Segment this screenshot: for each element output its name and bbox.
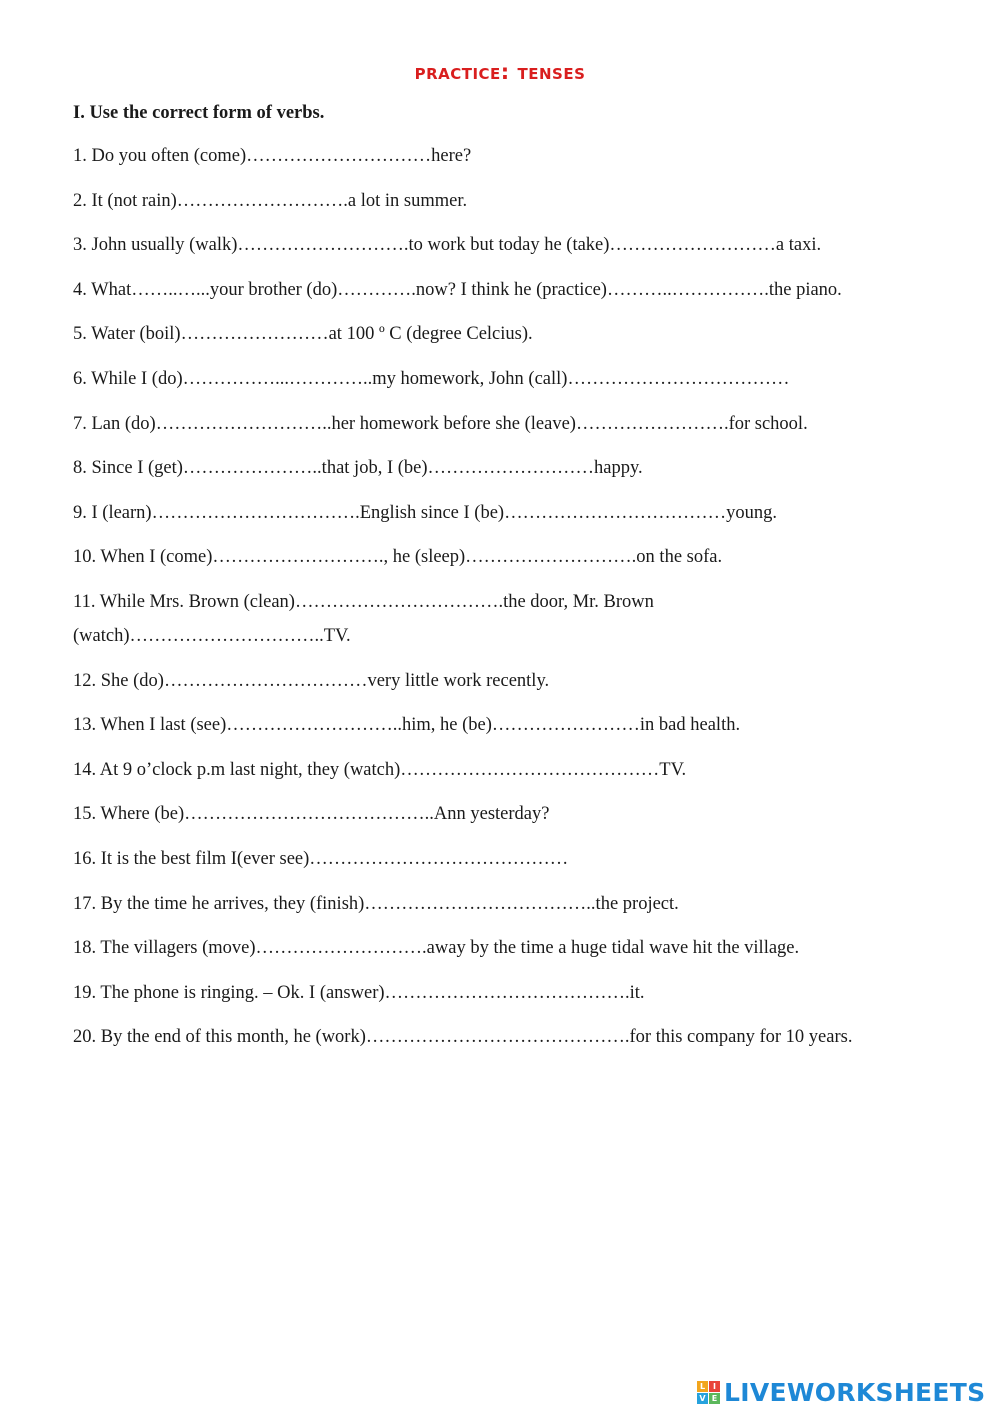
exercise-item: 2. It (not rain)……………………….a lot in summer. bbox=[73, 190, 468, 211]
exercise-item: 7. Lan (do)………………………..her homework before she (leave)…………………….for school. bbox=[73, 413, 808, 434]
exercise-item: 5. Water (boil)……………………at 100 º C (degree Celcius). bbox=[73, 324, 533, 345]
logo-letter: E bbox=[709, 1393, 720, 1404]
liveworksheets-logo bbox=[697, 1378, 985, 1407]
exercise-item: 11. While Mrs. Brown (clean)…………………………….the door, Mr. Brown (watch)…………………………..TV. bbox=[73, 591, 654, 646]
logo-letter: I bbox=[709, 1381, 720, 1392]
exercise-item: 3. John usually (walk)……………………….to work but today he (take)………………………a taxi. bbox=[73, 235, 822, 256]
logo-letter: L bbox=[697, 1381, 708, 1392]
exercise-item: 20. By the end of this month, he (work)…………………………………….for this company for 10 years. bbox=[73, 1027, 853, 1048]
logo-text: LIVEWORKSHEETS bbox=[724, 1378, 986, 1407]
exercise-item: 9. I (learn)…………………………….English since I (be)………………………………young. bbox=[73, 502, 777, 523]
exercise-item: 13. When I last (see)………………………..him, he (be)……………………in bad health. bbox=[73, 715, 741, 736]
exercise-item: 17. By the time he arrives, they (finish)………………………………..the project. bbox=[73, 893, 679, 914]
exercise-item: 16. It is the best film I(ever see)…………………………………… bbox=[73, 848, 569, 869]
logo-mark-icon bbox=[697, 1381, 720, 1404]
section-heading: I. Use the correct form of verbs. bbox=[73, 103, 325, 123]
exercise-item: 4. What……..…...your brother (do)………….now? I think he (practice)………..…………….the piano. bbox=[73, 279, 842, 300]
exercise-item: 10. When I (come)………………………., he (sleep)……………………….on the sofa. bbox=[73, 547, 723, 568]
exercise-item: 12. She (do)……………………………very little work recently. bbox=[73, 670, 550, 691]
exercise-item: 14. At 9 o’clock p.m last night, they (watch)……………………………………TV. bbox=[73, 759, 687, 780]
exercise-item: 19. The phone is ringing. – Ok. I (answer)………………………………….it. bbox=[73, 982, 645, 1003]
exercise-list bbox=[73, 139, 933, 1065]
exercise-item: 8. Since I (get)…………………..that job, I (be)………………………happy. bbox=[73, 458, 643, 479]
exercise-item: 6. While I (do)……………...…………..my homework, John (call)……………………………… bbox=[73, 368, 790, 389]
exercise-item: 1. Do you often (come)…………………………here? bbox=[73, 146, 472, 166]
exercise-item: 15. Where (be)…………………………………..Ann yesterday? bbox=[73, 804, 550, 825]
exercise-item: 18. The villagers (move)……………………….away by the time a huge tidal wave hit the village. bbox=[73, 938, 800, 959]
page-title: practice: tenses bbox=[414, 60, 586, 84]
logo-letter: V bbox=[697, 1393, 708, 1404]
